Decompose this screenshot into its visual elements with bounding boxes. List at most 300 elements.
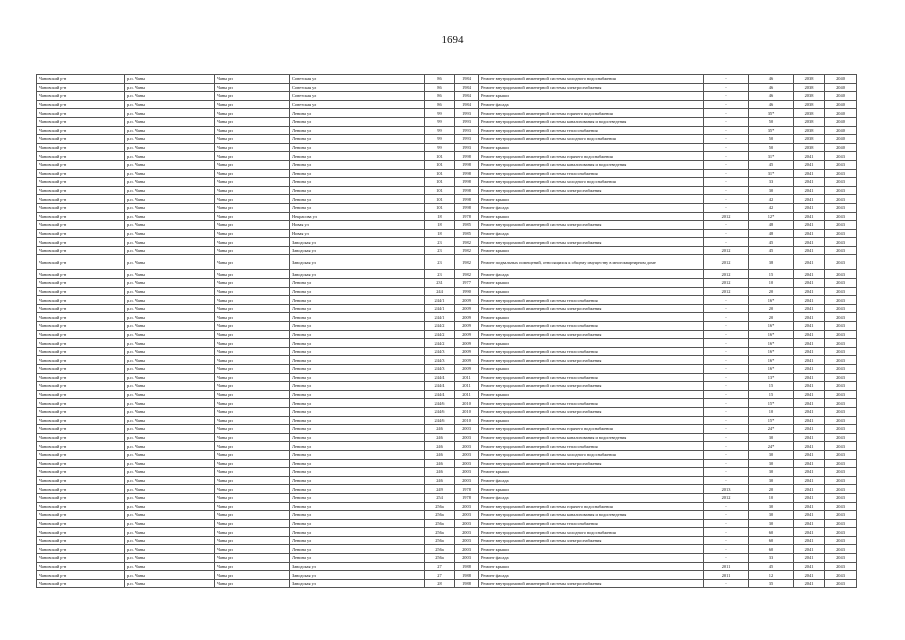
house-number-cell: 256а xyxy=(425,545,455,554)
table-row xyxy=(37,511,857,520)
locality-cell: Чаны рп xyxy=(215,347,290,356)
street-cell: Ленина ул xyxy=(290,186,425,195)
start-year-cell: 2041 xyxy=(794,476,825,485)
street-cell: Заводская ул xyxy=(290,246,425,255)
district-cell: Чановский р-н xyxy=(37,92,125,101)
last-repair-year-cell: - xyxy=(704,117,749,126)
last-repair-year-cell: - xyxy=(704,536,749,545)
end-year-cell: 2040 xyxy=(825,135,857,144)
wear-percent-cell: 31* xyxy=(749,152,794,161)
work-type-cell: Ремонт внутридомовой инженерной системы электроснабжения xyxy=(479,83,704,92)
house-number-cell: 246 xyxy=(425,433,455,442)
year-built-cell: 2011 xyxy=(455,382,479,391)
work-type-cell: Ремонт крыши xyxy=(479,92,704,101)
end-year-cell: 2043 xyxy=(825,203,857,212)
year-built-cell: 1998 xyxy=(455,160,479,169)
table-row xyxy=(37,221,857,230)
house-number-cell: 256а xyxy=(425,511,455,520)
end-year-cell: 2040 xyxy=(825,83,857,92)
house-number-cell: 18 xyxy=(425,212,455,221)
district-cell: Чановский р-н xyxy=(37,347,125,356)
last-repair-year-cell: 2012 xyxy=(704,270,749,279)
start-year-cell: 2041 xyxy=(794,450,825,459)
locality-cell: Чаны рп xyxy=(215,143,290,152)
settlement-cell: р.п. Чаны xyxy=(125,135,215,144)
street-cell: Заводская ул xyxy=(290,270,425,279)
district-cell: Чановский р-н xyxy=(37,519,125,528)
year-built-cell: 2009 xyxy=(455,296,479,305)
settlement-cell: р.п. Чаны xyxy=(125,433,215,442)
year-built-cell: 2011 xyxy=(455,390,479,399)
end-year-cell: 2043 xyxy=(825,152,857,161)
street-cell: Ленина ул xyxy=(290,296,425,305)
district-cell: Чановский р-н xyxy=(37,571,125,580)
wear-percent-cell: 45 xyxy=(749,246,794,255)
wear-percent-cell: 10 xyxy=(749,279,794,288)
street-cell: Ленина ул xyxy=(290,279,425,288)
settlement-cell: р.п. Чаны xyxy=(125,92,215,101)
settlement-cell: р.п. Чаны xyxy=(125,160,215,169)
start-year-cell: 2041 xyxy=(794,545,825,554)
year-built-cell: 1984 xyxy=(455,100,479,109)
end-year-cell: 2043 xyxy=(825,270,857,279)
settlement-cell: р.п. Чаны xyxy=(125,126,215,135)
end-year-cell: 2043 xyxy=(825,511,857,520)
last-repair-year-cell: - xyxy=(704,476,749,485)
last-repair-year-cell: - xyxy=(704,390,749,399)
year-built-cell: 1985 xyxy=(455,221,479,230)
table-row xyxy=(37,545,857,554)
district-cell: Чановский р-н xyxy=(37,279,125,288)
table-body xyxy=(37,75,857,588)
year-built-cell: 2010 xyxy=(455,399,479,408)
start-year-cell: 2041 xyxy=(794,160,825,169)
end-year-cell: 2043 xyxy=(825,519,857,528)
table-row xyxy=(37,425,857,434)
locality-cell: Чаны рп xyxy=(215,450,290,459)
last-repair-year-cell: - xyxy=(704,519,749,528)
table-row xyxy=(37,399,857,408)
table-row xyxy=(37,100,857,109)
house-number-cell: 18 xyxy=(425,221,455,230)
year-built-cell: 2009 xyxy=(455,304,479,313)
work-type-cell: Ремонт внутридомовой инженерной системы теплоснабжения xyxy=(479,442,704,451)
last-repair-year-cell: - xyxy=(704,416,749,425)
settlement-cell: р.п. Чаны xyxy=(125,203,215,212)
house-number-cell: 244/6 xyxy=(425,407,455,416)
house-number-cell: 244/1 xyxy=(425,296,455,305)
year-built-cell: 1977 xyxy=(455,279,479,288)
work-type-cell: Ремонт крыши xyxy=(479,246,704,255)
work-type-cell: Ремонт крыши xyxy=(479,195,704,204)
work-type-cell: Ремонт крыши xyxy=(479,339,704,348)
work-type-cell: Ремонт внутридомовой инженерной системы теплоснабжения xyxy=(479,169,704,178)
work-type-cell: Ремонт крыши xyxy=(479,313,704,322)
year-built-cell: 1978 xyxy=(455,493,479,502)
last-repair-year-cell: - xyxy=(704,356,749,365)
settlement-cell: р.п. Чаны xyxy=(125,83,215,92)
house-number-cell: 244/3 xyxy=(425,365,455,374)
street-cell: Ленина ул xyxy=(290,109,425,118)
locality-cell: Чаны рп xyxy=(215,287,290,296)
locality-cell: Чаны рп xyxy=(215,511,290,520)
wear-percent-cell: 16* xyxy=(749,296,794,305)
start-year-cell: 2041 xyxy=(794,195,825,204)
locality-cell: Чаны рп xyxy=(215,270,290,279)
table-row xyxy=(37,117,857,126)
table-row xyxy=(37,330,857,339)
locality-cell: Чаны рп xyxy=(215,100,290,109)
start-year-cell: 2041 xyxy=(794,442,825,451)
district-cell: Чановский р-н xyxy=(37,485,125,494)
year-built-cell: 1988 xyxy=(455,579,479,588)
table-row xyxy=(37,296,857,305)
district-cell: Чановский р-н xyxy=(37,450,125,459)
work-type-cell: Ремонт внутридомовой инженерной системы теплоснабжения xyxy=(479,519,704,528)
wear-percent-cell: 20 xyxy=(749,313,794,322)
table-row xyxy=(37,450,857,459)
start-year-cell: 2041 xyxy=(794,390,825,399)
end-year-cell: 2043 xyxy=(825,347,857,356)
last-repair-year-cell: - xyxy=(704,152,749,161)
street-cell: Некрасова ул xyxy=(290,212,425,221)
wear-percent-cell: 60 xyxy=(749,528,794,537)
start-year-cell: 2041 xyxy=(794,416,825,425)
district-cell: Чановский р-н xyxy=(37,169,125,178)
start-year-cell: 2041 xyxy=(794,296,825,305)
district-cell: Чановский р-н xyxy=(37,100,125,109)
year-built-cell: 2009 xyxy=(455,347,479,356)
start-year-cell: 2041 xyxy=(794,365,825,374)
last-repair-year-cell: - xyxy=(704,399,749,408)
wear-percent-cell: 30 xyxy=(749,519,794,528)
wear-percent-cell: 50 xyxy=(749,117,794,126)
table-row xyxy=(37,255,857,270)
wear-percent-cell: 38 xyxy=(749,255,794,270)
end-year-cell: 2043 xyxy=(825,279,857,288)
settlement-cell: р.п. Чаны xyxy=(125,493,215,502)
house-number-cell: 244/3 xyxy=(425,347,455,356)
house-number-cell: 254 xyxy=(425,493,455,502)
settlement-cell: р.п. Чаны xyxy=(125,330,215,339)
table-row xyxy=(37,433,857,442)
last-repair-year-cell: - xyxy=(704,229,749,238)
table-row xyxy=(37,485,857,494)
settlement-cell: р.п. Чаны xyxy=(125,571,215,580)
house-number-cell: 231 xyxy=(425,279,455,288)
wear-percent-cell: 50 xyxy=(749,135,794,144)
end-year-cell: 2043 xyxy=(825,229,857,238)
end-year-cell: 2043 xyxy=(825,160,857,169)
start-year-cell: 2041 xyxy=(794,554,825,563)
wear-percent-cell: 46 xyxy=(749,75,794,84)
end-year-cell: 2043 xyxy=(825,169,857,178)
street-cell: Ленина ул xyxy=(290,365,425,374)
district-cell: Чановский р-н xyxy=(37,229,125,238)
table-row xyxy=(37,476,857,485)
last-repair-year-cell: 2012 xyxy=(704,287,749,296)
settlement-cell: р.п. Чаны xyxy=(125,152,215,161)
last-repair-year-cell: - xyxy=(704,92,749,101)
year-built-cell: 1985 xyxy=(455,229,479,238)
settlement-cell: р.п. Чаны xyxy=(125,304,215,313)
last-repair-year-cell: - xyxy=(704,169,749,178)
settlement-cell: р.п. Чаны xyxy=(125,382,215,391)
end-year-cell: 2040 xyxy=(825,126,857,135)
street-cell: Ленина ул xyxy=(290,519,425,528)
table-row xyxy=(37,373,857,382)
house-number-cell: 99 xyxy=(425,143,455,152)
last-repair-year-cell: - xyxy=(704,554,749,563)
year-built-cell: 2003 xyxy=(455,433,479,442)
end-year-cell: 2043 xyxy=(825,339,857,348)
work-type-cell: Ремонт крыши xyxy=(479,390,704,399)
year-built-cell: 1984 xyxy=(455,75,479,84)
house-number-cell: 244/2 xyxy=(425,330,455,339)
locality-cell: Чаны рп xyxy=(215,135,290,144)
street-cell: Ленина ул xyxy=(290,195,425,204)
house-number-cell: 246 xyxy=(425,468,455,477)
locality-cell: Чаны рп xyxy=(215,75,290,84)
year-built-cell: 1984 xyxy=(455,83,479,92)
table-row xyxy=(37,459,857,468)
end-year-cell: 2043 xyxy=(825,382,857,391)
last-repair-year-cell: - xyxy=(704,238,749,247)
settlement-cell: р.п. Чаны xyxy=(125,356,215,365)
table-row xyxy=(37,109,857,118)
work-type-cell: Ремонт внутридомовой инженерной системы электроснабжения xyxy=(479,579,704,588)
end-year-cell: 2043 xyxy=(825,571,857,580)
wear-percent-cell: 13* xyxy=(749,373,794,382)
locality-cell: Чаны рп xyxy=(215,186,290,195)
district-cell: Чановский р-н xyxy=(37,476,125,485)
street-cell: Ленина ул xyxy=(290,313,425,322)
settlement-cell: р.п. Чаны xyxy=(125,528,215,537)
district-cell: Чановский р-н xyxy=(37,528,125,537)
last-repair-year-cell: - xyxy=(704,407,749,416)
settlement-cell: р.п. Чаны xyxy=(125,296,215,305)
end-year-cell: 2043 xyxy=(825,390,857,399)
district-cell: Чановский р-н xyxy=(37,511,125,520)
end-year-cell: 2043 xyxy=(825,246,857,255)
wear-percent-cell: 12* xyxy=(749,212,794,221)
wear-percent-cell: 20 xyxy=(749,287,794,296)
work-type-cell: Ремонт внутридомовой инженерной системы канализования и водоотведения xyxy=(479,433,704,442)
settlement-cell: р.п. Чаны xyxy=(125,287,215,296)
last-repair-year-cell: - xyxy=(704,203,749,212)
district-cell: Чановский р-н xyxy=(37,186,125,195)
last-repair-year-cell: - xyxy=(704,296,749,305)
wear-percent-cell: 42 xyxy=(749,203,794,212)
start-year-cell: 2038 xyxy=(794,143,825,152)
table-row xyxy=(37,313,857,322)
district-cell: Чановский р-н xyxy=(37,356,125,365)
wear-percent-cell: 15 xyxy=(749,382,794,391)
wear-percent-cell: 50 xyxy=(749,143,794,152)
locality-cell: Чаны рп xyxy=(215,365,290,374)
house-number-cell: 244/6 xyxy=(425,416,455,425)
work-type-cell: Ремонт подвальных помещений, относящихся к общему имуществу в многоквартирном доме xyxy=(479,255,704,270)
last-repair-year-cell: - xyxy=(704,330,749,339)
locality-cell: Чаны рп xyxy=(215,528,290,537)
locality-cell: Чаны рп xyxy=(215,399,290,408)
start-year-cell: 2038 xyxy=(794,135,825,144)
locality-cell: Чаны рп xyxy=(215,579,290,588)
table-row xyxy=(37,246,857,255)
locality-cell: Чаны рп xyxy=(215,246,290,255)
house-number-cell: 99 xyxy=(425,135,455,144)
house-number-cell: 249 xyxy=(425,485,455,494)
settlement-cell: р.п. Чаны xyxy=(125,579,215,588)
table-row xyxy=(37,203,857,212)
table-row xyxy=(37,279,857,288)
wear-percent-cell: 45 xyxy=(749,238,794,247)
work-type-cell: Ремонт внутридомовой инженерной системы горячего водоснабжения xyxy=(479,152,704,161)
last-repair-year-cell: - xyxy=(704,502,749,511)
settlement-cell: р.п. Чаны xyxy=(125,270,215,279)
street-cell: Ленина ул xyxy=(290,143,425,152)
district-cell: Чановский р-н xyxy=(37,382,125,391)
street-cell: Ленина ул xyxy=(290,339,425,348)
table-row xyxy=(37,579,857,588)
start-year-cell: 2041 xyxy=(794,203,825,212)
house-number-cell: 244/1 xyxy=(425,313,455,322)
table-row xyxy=(37,229,857,238)
table-row xyxy=(37,92,857,101)
locality-cell: Чаны рп xyxy=(215,221,290,230)
house-number-cell: 244/6 xyxy=(425,399,455,408)
locality-cell: Чаны рп xyxy=(215,83,290,92)
last-repair-year-cell: - xyxy=(704,221,749,230)
year-built-cell: 2003 xyxy=(455,459,479,468)
district-cell: Чановский р-н xyxy=(37,75,125,84)
work-type-cell: Ремонт внутридомовой инженерной системы канализования и водоотведения xyxy=(479,511,704,520)
street-cell: Ленина ул xyxy=(290,390,425,399)
settlement-cell: р.п. Чаны xyxy=(125,178,215,187)
house-number-cell: 101 xyxy=(425,160,455,169)
start-year-cell: 2041 xyxy=(794,382,825,391)
start-year-cell: 2041 xyxy=(794,536,825,545)
repair-schedule-table xyxy=(36,74,857,588)
house-number-cell: 86 xyxy=(425,100,455,109)
locality-cell: Чаны рп xyxy=(215,407,290,416)
table-row xyxy=(37,382,857,391)
work-type-cell: Ремонт фасада xyxy=(479,100,704,109)
settlement-cell: р.п. Чаны xyxy=(125,109,215,118)
house-number-cell: 256а xyxy=(425,502,455,511)
start-year-cell: 2041 xyxy=(794,169,825,178)
district-cell: Чановский р-н xyxy=(37,416,125,425)
district-cell: Чановский р-н xyxy=(37,296,125,305)
work-type-cell: Ремонт внутридомовой инженерной системы электроснабжения xyxy=(479,356,704,365)
work-type-cell: Ремонт внутридомовой инженерной системы электроснабжения xyxy=(479,304,704,313)
end-year-cell: 2043 xyxy=(825,212,857,221)
end-year-cell: 2043 xyxy=(825,238,857,247)
district-cell: Чановский р-н xyxy=(37,178,125,187)
start-year-cell: 2041 xyxy=(794,270,825,279)
settlement-cell: р.п. Чаны xyxy=(125,313,215,322)
house-number-cell: 23 xyxy=(425,238,455,247)
table-row xyxy=(37,304,857,313)
street-cell: Ленина ул xyxy=(290,554,425,563)
street-cell: Ленина ул xyxy=(290,117,425,126)
table-row xyxy=(37,83,857,92)
end-year-cell: 2043 xyxy=(825,313,857,322)
house-number-cell: 246 xyxy=(425,442,455,451)
street-cell: Ленина ул xyxy=(290,399,425,408)
locality-cell: Чаны рп xyxy=(215,313,290,322)
start-year-cell: 2041 xyxy=(794,238,825,247)
locality-cell: Чаны рп xyxy=(215,433,290,442)
work-type-cell: Ремонт крыши xyxy=(479,279,704,288)
settlement-cell: р.п. Чаны xyxy=(125,425,215,434)
table-row xyxy=(37,186,857,195)
locality-cell: Чаны рп xyxy=(215,229,290,238)
work-type-cell: Ремонт внутридомовой инженерной системы холодного водоснабжения xyxy=(479,75,704,84)
house-number-cell: 28 xyxy=(425,579,455,588)
work-type-cell: Ремонт крыши xyxy=(479,212,704,221)
start-year-cell: 2041 xyxy=(794,571,825,580)
street-cell: Ленина ул xyxy=(290,304,425,313)
last-repair-year-cell: - xyxy=(704,545,749,554)
wear-percent-cell: 24* xyxy=(749,425,794,434)
street-cell: Советская ул xyxy=(290,100,425,109)
table-row xyxy=(37,468,857,477)
locality-cell: Чаны рп xyxy=(215,238,290,247)
year-built-cell: 1988 xyxy=(455,571,479,580)
street-cell: Заводская ул xyxy=(290,571,425,580)
wear-percent-cell: 16* xyxy=(749,322,794,331)
locality-cell: Чаны рп xyxy=(215,339,290,348)
end-year-cell: 2043 xyxy=(825,502,857,511)
table-row xyxy=(37,287,857,296)
end-year-cell: 2043 xyxy=(825,554,857,563)
locality-cell: Чаны рп xyxy=(215,255,290,270)
wear-percent-cell: 35 xyxy=(749,579,794,588)
street-cell: Ленина ул xyxy=(290,485,425,494)
work-type-cell: Ремонт внутридомовой инженерной системы электроснабжения xyxy=(479,238,704,247)
district-cell: Чановский р-н xyxy=(37,562,125,571)
year-built-cell: 1978 xyxy=(455,485,479,494)
locality-cell: Чаны рп xyxy=(215,126,290,135)
last-repair-year-cell: - xyxy=(704,433,749,442)
locality-cell: Чаны рп xyxy=(215,279,290,288)
end-year-cell: 2043 xyxy=(825,287,857,296)
table-row xyxy=(37,169,857,178)
district-cell: Чановский р-н xyxy=(37,109,125,118)
table-row xyxy=(37,562,857,571)
year-built-cell: 2009 xyxy=(455,365,479,374)
table-row xyxy=(37,270,857,279)
wear-percent-cell: 46 xyxy=(749,92,794,101)
district-cell: Чановский р-н xyxy=(37,390,125,399)
start-year-cell: 2041 xyxy=(794,468,825,477)
locality-cell: Чаны рп xyxy=(215,212,290,221)
end-year-cell: 2043 xyxy=(825,476,857,485)
house-number-cell: 23 xyxy=(425,255,455,270)
district-cell: Чановский р-н xyxy=(37,135,125,144)
street-cell: Ленина ул xyxy=(290,152,425,161)
wear-percent-cell: 30 xyxy=(749,459,794,468)
year-built-cell: 1993 xyxy=(455,117,479,126)
start-year-cell: 2041 xyxy=(794,528,825,537)
work-type-cell: Ремонт внутридомовой инженерной системы теплоснабжения xyxy=(479,347,704,356)
year-built-cell: 1984 xyxy=(455,92,479,101)
street-cell: Ленина ул xyxy=(290,536,425,545)
district-cell: Чановский р-н xyxy=(37,322,125,331)
district-cell: Чановский р-н xyxy=(37,554,125,563)
wear-percent-cell: 60 xyxy=(749,545,794,554)
